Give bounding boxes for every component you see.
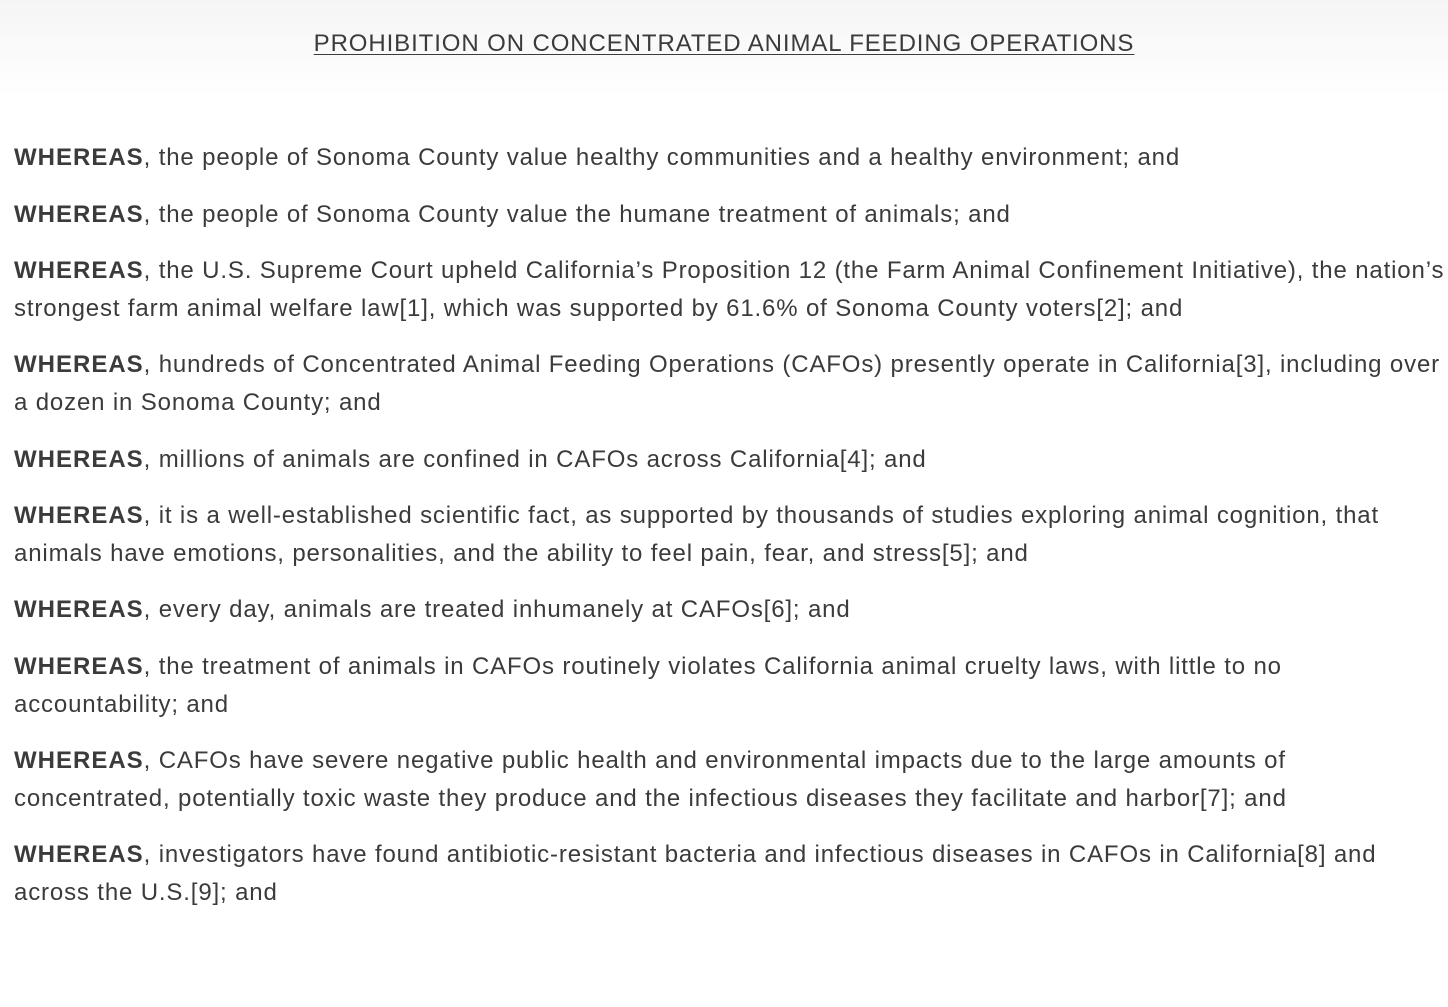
- clause-text: , millions of animals are confined in CAFOs across California[4]; and: [143, 445, 927, 473]
- whereas-clause: [14, 742, 1446, 817]
- clause-keyword: WHEREAS: [14, 144, 144, 171]
- whereas-clause: [14, 441, 1446, 479]
- whereas-clause: [14, 196, 1446, 234]
- document-title: PROHIBITION ON CONCENTRATED ANIMAL FEEDING OPERATIONS: [313, 30, 1135, 57]
- clause-text: , it is a well-established scientific fact, as supported by thousands of studies exploring animal cognition, that animals have emotions, personalities, and the ability to feel pain, fear, and stress[5]; and: [14, 502, 1380, 567]
- clause-text: , investigators have found antibiotic-resistant bacteria and infectious diseases in CAFOs in California[8] and across the U.S.[9]; and: [14, 841, 1377, 906]
- clause-keyword: WHEREAS: [14, 596, 144, 624]
- clause-keyword: WHEREAS: [14, 652, 144, 680]
- whereas-clauses: [14, 139, 1446, 931]
- clause-keyword: WHEREAS: [14, 841, 144, 869]
- clause-text: , the U.S. Supreme Court upheld California’s Proposition 12 (the Farm Animal Confinement Initiative), the nation’s strongest farm animal welfare law[1], which was supported by 61.6% of Sonoma County voters[2]; and: [14, 257, 1445, 322]
- clause-text: , the treatment of animals in CAFOs routinely violates California animal cruelty laws, with little to no accountability; and: [14, 652, 1282, 718]
- clause-keyword: WHEREAS: [14, 200, 144, 228]
- whereas-clause: [14, 836, 1446, 911]
- whereas-clause: [14, 346, 1446, 421]
- clause-keyword: WHEREAS: [14, 351, 144, 379]
- whereas-clause: [14, 139, 1446, 177]
- clause-text: , CAFOs have severe negative public health and environmental impacts due to the large amounts of concentrated, potentially toxic waste they produce and the infectious diseases they facilitate and harbor[7]; and: [14, 747, 1287, 812]
- clause-keyword: WHEREAS: [14, 257, 144, 285]
- clause-keyword: WHEREAS: [14, 747, 144, 775]
- clause-text: , hundreds of Concentrated Animal Feeding Operations (CAFOs) presently operate in California[3], including over a dozen in Sonoma County; and: [14, 351, 1440, 416]
- clause-keyword: WHEREAS: [14, 502, 144, 530]
- whereas-clause: [14, 252, 1446, 327]
- clause-text: , every day, animals are treated inhumanely at CAFOs[6]; and: [143, 596, 851, 624]
- clause-keyword: WHEREAS: [14, 445, 144, 473]
- whereas-clause: [14, 591, 1446, 629]
- whereas-clause: [14, 497, 1446, 572]
- clause-text: , the people of Sonoma County value healthy communities and a healthy environment; and: [143, 144, 1181, 171]
- whereas-clause: [14, 648, 1446, 723]
- clause-text: , the people of Sonoma County value the humane treatment of animals; and: [143, 200, 1011, 228]
